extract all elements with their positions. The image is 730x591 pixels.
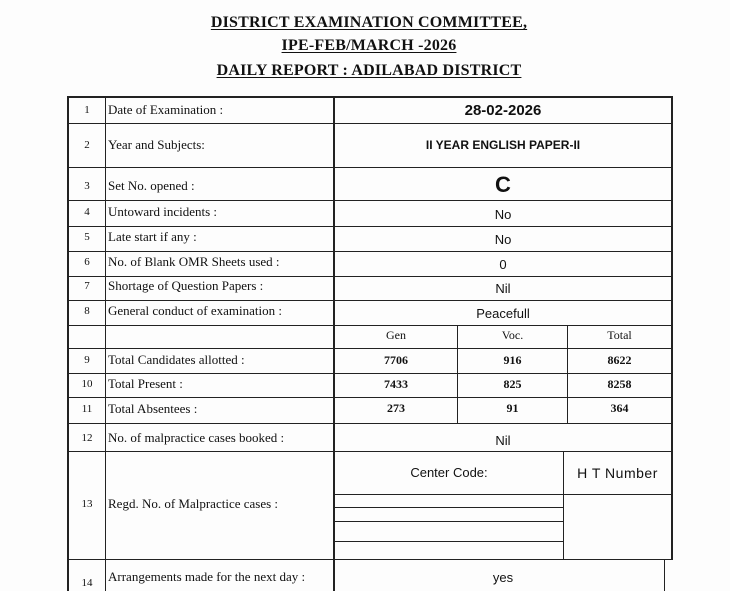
row-13-number: 13 (81, 498, 93, 510)
exam-date-value: 28-02-2026 (464, 102, 542, 119)
present-total: 8258 (607, 377, 632, 391)
allotted-gen: 7706 (384, 353, 408, 367)
row-4-label: Untoward incidents : (108, 204, 218, 219)
allotted-voc: 916 (503, 353, 522, 367)
row-7-label: Shortage of Question Papers : (108, 278, 264, 293)
late-start-value: No (494, 232, 512, 247)
absent-total: 364 (610, 401, 629, 415)
row-9-number: 9 (84, 354, 90, 366)
row-2-label: Year and Subjects: (108, 137, 205, 152)
voc-header: Voc. (501, 328, 524, 342)
exam-title: IPE-FEB/MARCH -2026 (281, 37, 457, 54)
malpractice-count-value: Nil (495, 433, 511, 448)
committee-title: DISTRICT EXAMINATION COMMITTEE, (210, 14, 528, 31)
row-12-label: No. of malpractice cases booked : (108, 430, 285, 445)
row-3-number: 3 (84, 180, 90, 192)
ht-number-header: H T Number (577, 465, 658, 481)
subject-value: II YEAR ENGLISH PAPER-II (425, 138, 581, 152)
row-12-number: 12 (81, 432, 93, 444)
row-14-number: 14 (81, 577, 93, 589)
untoward-value: No (494, 207, 512, 222)
row-7-number: 7 (84, 280, 90, 292)
num-column-divider (105, 96, 106, 591)
row-5-label: Late start if any : (108, 229, 197, 244)
row-1-number: 1 (84, 104, 90, 116)
row-1-label: Date of Examination : (108, 102, 224, 117)
shortage-value: Nil (495, 281, 511, 296)
label-column-divider (333, 96, 335, 591)
row-8-number: 8 (84, 305, 90, 317)
row-10-label: Total Present : (108, 376, 183, 391)
present-gen: 7433 (384, 377, 408, 391)
center-code-header: Center Code: (410, 465, 488, 480)
row-6-number: 6 (84, 256, 90, 268)
total-header: Total (607, 328, 632, 342)
table-border-left (67, 96, 69, 591)
row-10-number: 10 (81, 378, 93, 390)
row-13-label: Regd. No. of Malpractice cases : (108, 496, 279, 511)
allotted-total: 8622 (607, 353, 632, 367)
row-6-label: No. of Blank OMR Sheets used : (108, 254, 280, 269)
row-14-label: Arrangements made for the next day : (108, 569, 306, 584)
row-2-number: 2 (84, 139, 90, 151)
row-9-label: Total Candidates allotted : (108, 352, 245, 367)
conduct-value: Peacefull (476, 306, 530, 321)
row-11-label: Total Absentees : (108, 401, 198, 416)
row-5-number: 5 (84, 231, 90, 243)
absent-voc: 91 (506, 401, 519, 415)
report-title: DAILY REPORT : ADILABAD DISTRICT (216, 62, 522, 79)
table-border-right (671, 96, 673, 559)
absent-gen: 273 (387, 401, 405, 415)
table-border-top (67, 96, 673, 98)
arrangements-value: yes (492, 570, 514, 585)
row-3-label: Set No. opened : (108, 178, 195, 193)
present-voc: 825 (503, 377, 522, 391)
set-number-value: C (495, 172, 511, 197)
gen-header: Gen (386, 328, 406, 342)
row-4-number: 4 (84, 206, 90, 218)
row-8-label: General conduct of examination : (108, 303, 282, 318)
omr-value: 0 (499, 257, 507, 272)
row-11-number: 11 (81, 403, 93, 415)
